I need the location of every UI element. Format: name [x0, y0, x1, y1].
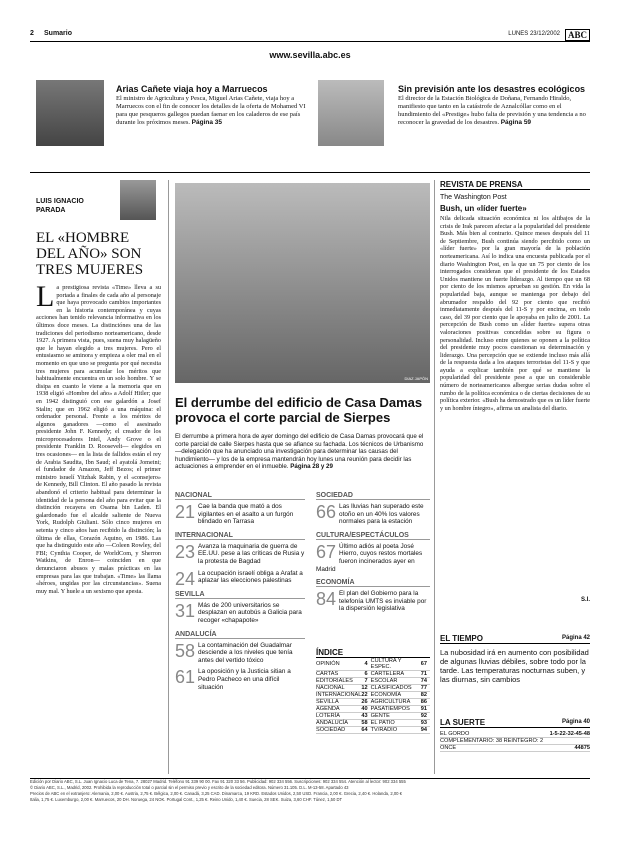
index-page[interactable]: 4 — [361, 658, 370, 671]
lottery-value: 44875 — [548, 745, 590, 752]
index-section[interactable]: EL PATIO — [371, 720, 421, 727]
index-section[interactable]: INTERNACIONAL — [316, 692, 362, 698]
index-page[interactable]: 92 — [421, 713, 430, 720]
index-page[interactable]: 94 — [421, 727, 430, 734]
item-text: La contaminación del Guadalmar desciende a los niveles que tenía antes del vertido tóxico — [198, 641, 293, 664]
index-section[interactable]: SOCIEDAD — [316, 727, 361, 734]
main-story-headline[interactable]: El derrumbe del edificio de Casa Damas provoca el corte parcial de Sierpes — [175, 395, 423, 425]
index-section[interactable]: LOTERÍA — [316, 713, 361, 720]
teaser-left-page: Página 35 — [191, 119, 223, 126]
index-row — [316, 658, 430, 671]
index-page[interactable]: 77 — [421, 685, 430, 692]
photo-credit: DIAZ JAPÓN — [404, 376, 428, 381]
press-review-body: Nila delicada situación económica ni los altibajos de la crisis de Irak parecen afectar a la popularidad del presidente Bush. Más bien al contrario. Quince meses después del 11 de Septiembre, Bush continúa siendo percibido como un «líder fuerte» por la gran mayoría de la población norteamericana. Así lo indica una encuesta publicada por el diario Washington Post, en la que un 75 por ciento de los interrogados consideran que el presidente de los Estados Unidos mantiene un fuerte liderazgo. Al tiempo que un 68 por ciento de los mismos aprueban su gestión. En vida la popularidad baja, aunque se mantenga por debajo del abrumador respaldo del 92 por ciento que recibió inmediatamente después del 11-S y por encima, en todo caso, del 39 por ciento que le apoyaba en julio de 2001. La percepción de Bush como un «líder fuerte» supera otras valoraciones positivas concedidas sobre su figura o personalidad. Incluso entre quienes se oponen a la política del presidente muy pocos cuestionan su determinación y liderazgo. Una percepción que se extiende incluso más allá de la respuesta dada a los ataques terroristas del 11-S y que ayuda a explicar también por qué se mantiene la popularidad del presidente pese a que un considerable número de norteamericanos albergue serias dudas sobre el rumbo de la política económica o de ciertas decisiones de su política exterior. «Bush ha demostrado que es un líder fuerte y un hombre íntegro», afirma un analista del diario. — [440, 215, 590, 412]
section-heading: CULTURA/ESPECTÁCULOS — [316, 532, 430, 540]
weather-box — [440, 634, 590, 684]
item-text: Las lluvias han superado este otoño en un 40% los valores normales para la estación — [339, 503, 424, 526]
index-page[interactable]: 71 — [421, 671, 430, 678]
index-page[interactable]: 7 — [361, 678, 370, 685]
item-text: La oposición y la Justicia sitian a Pedro Pacheco en una difícil situación — [198, 668, 291, 691]
lottery-label: COMPLEMENTARIO: 38 REINTEGRO: 2 — [440, 738, 548, 745]
teaser-right-photo — [318, 80, 384, 146]
lottery-value — [548, 738, 590, 745]
lottery-label: ONCE — [440, 745, 548, 752]
section-heading: SOCIEDAD — [316, 492, 430, 500]
index-page[interactable]: 64 — [361, 727, 370, 734]
lottery-row — [440, 745, 590, 752]
index-page[interactable]: 86 — [421, 699, 430, 706]
index-page[interactable]: 40 — [361, 706, 370, 713]
index-section[interactable]: CARTELERA — [371, 671, 421, 678]
column-author: LUIS IGNACIO PARADA — [36, 198, 84, 214]
index-section[interactable]: PASATIEMPOS — [371, 706, 421, 713]
teaser-right-page: Página 59 — [500, 119, 532, 126]
list-item[interactable] — [175, 543, 305, 566]
weather-page: Página 42 — [561, 635, 590, 641]
index-page[interactable]: 74 — [421, 678, 430, 685]
main-story-pages: Página 28 y 29 — [290, 463, 333, 471]
index-section[interactable]: ECONOMÍA — [371, 692, 421, 699]
index-section[interactable]: CARTAS — [316, 671, 361, 678]
index-section[interactable]: OPINIÓN — [316, 658, 361, 671]
press-review-title: Bush, un «líder fuerte» — [440, 204, 527, 213]
sections-right — [316, 492, 430, 619]
press-review — [440, 180, 590, 603]
index-row — [316, 692, 430, 699]
index-row — [316, 706, 430, 713]
section-heading: ECONOMÍA — [316, 579, 430, 587]
item-text: La ocupación israelí obliga a Arafat a aplazar las elecciones palestinas — [198, 569, 303, 585]
column-divider — [168, 180, 169, 774]
index-table — [316, 658, 430, 734]
index-page[interactable]: 67 — [421, 658, 430, 671]
list-item[interactable] — [316, 543, 430, 573]
index-box — [316, 648, 430, 734]
column-text: a prestigiosa revista «Time» lleva a su portada a finales de cada año al personaje que haya provocado cambios importantes en la historia contemporánea y cuyas acciones han tenido relevancia informativa en los últimos doce meses. La distinciónes una de las tradiciones del periodismo norteamericano, desde 1927. A primera vista, pues, suena muy halagüeño que le hayan elegido a tres mujeres. Pero el entusiasmo se aminora y empieza a oler mal en el momento en que uno se pregunta por qué necesita tres mujeres para acumular los méritos que habitualmente encuentra en un solo hombre. Y se disipa en cuanto le viene a la memoria que en 1938 eligió «Hombre del año» a Adolf Hitler; que en 1942 distinguió con ese galardón a Josef Stalin; que en 1962 eligió a una máquina: el ordenador personal. Frente a los méritos de algunos ganadores —como el asesinado presidente John F. Kennedy; el creador de los microprocesadores Intel, Andy Grove o el presidente Franklin D. Roosevelt— elegidos en tres ocasiones— en la lista de fallidos están el rey de Arabia Saudita, Ibn Saud; el ayatolá Jomeini; el fundador de Amazon, Jeff Bezos; el primer ministro israelí Yitzhak Rabin, y el «consejero» de Kennedy, Bill Clinton. El año pasado la revista abandonó el criterio habitual para determinar la identidad de la persona del año para evitar que la distinción recayera en Osama bin Laden. El galardonado fue el alcalde saliente de Nueva York, Rudolph Giuliani. Sólo cinco mujeres en setenta y cinco años han recibido la distinción; la última de ellas, Corazón Aquino, en 1986. Las que ha distinguido este año —Coleen Rowley, del FBI; Cynthia Cooper, de WorldCom, y Sherron Watkins, de Enron— coinciden en que denunciaron abusos y malas prácticas en las empresas para las que trabajan. «Time» las llama «héroes, ungidas por las circunstancias». Suena muy mal. Y huele a un sexismo que apesta. — [36, 284, 161, 595]
index-row — [316, 678, 430, 685]
teaser-left-body: El ministro de Agricultura y Pesca, Miguel Arias Cañete, viaja hoy a Marruecos con el fin de conocer los detalles de la oferta de Mohamed VI para que pesqueros gallegos puedan faenar en los caladeros de ese país durante los próximos meses. — [116, 95, 306, 126]
index-section[interactable]: GENTE — [371, 713, 421, 720]
index-row — [316, 671, 430, 678]
index-page[interactable]: 91 — [421, 706, 430, 713]
item-page: 31 — [175, 600, 196, 621]
item-page: 21 — [175, 502, 196, 522]
item-text: Más de 200 universitarios se desplazan en autobús a Galicia para recoger «chapapote» — [198, 601, 302, 624]
index-row — [316, 713, 430, 720]
item-page: 24 — [175, 568, 196, 589]
section-name: Sumario — [44, 30, 73, 37]
lottery-page: Página 40 — [561, 719, 590, 725]
main-story-photo — [175, 183, 430, 383]
teaser-left-title: Arias Cañete viaja hoy a Marruecos — [116, 84, 268, 94]
item-text: Cae la banda que mató a dos vigilantes en el asalto a un furgón blindado en Tarrasa — [198, 503, 294, 526]
index-row — [316, 699, 430, 706]
right-divider — [434, 180, 435, 774]
item-page: 23 — [175, 541, 196, 562]
item-page: 66 — [316, 502, 337, 522]
teaser-left-photo — [36, 80, 104, 146]
author-photo — [120, 180, 156, 220]
index-page[interactable]: 22 — [361, 692, 370, 699]
footer-line: Precios de ABC en el extranjero: Alemania, 2,00 €. Austria, 2,75 €. Bélgica, 2,00 €. Canadá, 3,25 CAD. Dinamarca, 19 KRD. Estados Unidos, 2,50 USD. Francia, 2,00 €. Grecia, 2,40 €. Holanda, 2,00 € — [30, 791, 402, 796]
index-row — [316, 720, 430, 727]
abc-logo: ABC — [565, 29, 590, 41]
list-item[interactable] — [175, 642, 305, 665]
index-page[interactable]: 58 — [361, 720, 370, 727]
index-row — [316, 685, 430, 692]
page-number: 2 — [30, 30, 34, 37]
weather-title: EL TIEMPO — [440, 634, 483, 643]
section-heading: NACIONAL — [175, 492, 305, 500]
section-heading: INTERNACIONAL — [175, 532, 305, 540]
column-headline: EL «HOMBRE DEL AÑO» SON TRES MUJERES — [36, 230, 144, 278]
index-section[interactable]: CULTURA Y ESPEC. — [371, 658, 421, 671]
index-title: ÍNDICE — [316, 648, 430, 658]
footer-line: Edición por Diario ABC, S.L. Juan Ignacio Luca de Tena, 7. 28027 Madrid. Teléfono 91 339 90 00. Fax 91 320 33 56. Publicidad: 902 334 556. Suscripciones: 902 334 554. Atención al lector: 902 334 555 — [30, 779, 406, 784]
teaser-right-title: Sin previsión ante los desastres ecológicos — [398, 84, 586, 94]
weather-text: La nubosidad irá en aumento con posibilidad de algunas lluvias débiles, sobre todo por la tarde. Las temperaturas nocturnas suben, y las diurnas, sin cambios — [440, 648, 589, 684]
lottery-table — [440, 731, 590, 752]
main-story-lede-text: El derrumbe a primera hora de ayer domingo del edificio de Casa Damas provocará que el corte parcial de calle Sierpes hasta que se afiance su fachada. Los técnicos de Urbanismo —delegación que ha anunciado una investigación para determinar las causas del hundimiento— y los de la empresa mantendrán hoy lunes una reunión para decidir las actuaciones a emprender en el inmueble. — [175, 433, 424, 471]
press-review-source: The Washington Post — [440, 194, 507, 201]
issue-date: LUNES 23/12/2002 — [508, 31, 560, 37]
index-page[interactable]: 43 — [361, 713, 370, 720]
index-page[interactable]: 6 — [361, 671, 370, 678]
column-body — [36, 284, 161, 774]
website-url[interactable]: www.sevilla.abc.es — [269, 50, 351, 60]
imprint-footer — [30, 778, 590, 803]
lottery-label: EL GORDO — [440, 731, 548, 738]
lottery-box — [440, 718, 590, 752]
teaser-right[interactable] — [398, 84, 588, 127]
press-review-section: REVISTA DE PRENSA — [440, 180, 590, 190]
index-section[interactable]: AGRICULTURA — [371, 699, 421, 706]
list-item[interactable] — [316, 503, 430, 526]
item-page: 58 — [175, 640, 196, 661]
item-text: Último adiós al poeta José Hierro, cuyos restos mortales fueron incinerados ayer en Madrid — [316, 542, 423, 573]
list-item[interactable] — [175, 503, 305, 526]
page-header — [30, 30, 590, 42]
list-item[interactable] — [175, 602, 305, 625]
item-page: 84 — [316, 589, 337, 610]
index-page[interactable]: 12 — [361, 685, 370, 692]
press-review-signature: S.I. — [580, 597, 590, 603]
item-page: 67 — [316, 541, 337, 562]
index-section[interactable]: SEVILLA — [316, 699, 361, 706]
item-page: 61 — [175, 667, 196, 688]
index-section[interactable]: CLASIFICADOS — [371, 685, 421, 692]
list-item[interactable] — [175, 668, 305, 691]
list-item[interactable] — [175, 568, 305, 589]
teaser-left[interactable] — [116, 84, 306, 127]
list-item[interactable] — [316, 590, 430, 613]
section-heading: SEVILLA — [175, 591, 305, 599]
lottery-value: 1-5-22-32-45-48 — [549, 731, 590, 737]
sections-left — [175, 492, 305, 695]
section-heading: ANDALUCÍA — [175, 631, 305, 639]
index-page[interactable]: 82 — [421, 692, 430, 699]
lottery-title: LA SUERTE — [440, 718, 486, 727]
index-page[interactable]: 93 — [421, 720, 430, 727]
main-story-lede — [175, 433, 430, 471]
index-page[interactable]: 26 — [361, 699, 370, 706]
index-section[interactable]: NACIONAL — [316, 685, 361, 692]
index-row — [316, 727, 430, 734]
separator-line — [30, 172, 590, 173]
index-section[interactable]: ESCOLAR — [371, 678, 421, 685]
dropcap: L — [36, 284, 55, 313]
index-section[interactable]: TV/RADIO — [371, 727, 421, 734]
index-section[interactable]: EDITORIALES — [316, 678, 361, 685]
footer-line: Italia, 1,75 €. Luxemburgo, 2,00 €. Marruecos, 20 DH. Noruega, 24 NOK. Portugal Cont., 1,25 €. Reino Unido, 1,40 €. Suecia, 28 SEK. Suiza, 3,60 CHF. Túnez, 1,50 DT — [30, 797, 343, 802]
item-text: Avanza la maquinaria de guerra de EE.UU. pese a las críticas de Rusia y la protesta de Bagdad — [198, 542, 305, 565]
footer-line: © Diario ABC, S.L., Madrid, 2002. Prohibida la reproducción total o parcial sin el permiso previo y escrito de la sociedad editora. Número 31.105. D.L. M-13-58. Apartado 43 — [30, 785, 349, 790]
index-section[interactable]: ANDALUCÍA — [316, 720, 361, 727]
lottery-row — [440, 738, 590, 745]
item-text: El plan del Gobierno para la telefonía UMTS es inviable por la dispersión legislativa — [339, 590, 427, 613]
index-section[interactable]: AGENDA — [316, 706, 361, 713]
teaser-right-body: El director de la Estación Biológica de Doñana, Fernando Hiraldo, manifiesto que tanto en la catástrofe de Aznalcóllar como en el hundimiento del «Prestige» hubo falta de previsión y una tendencia a no reconocer la gravedad de los desastres. — [398, 95, 586, 126]
